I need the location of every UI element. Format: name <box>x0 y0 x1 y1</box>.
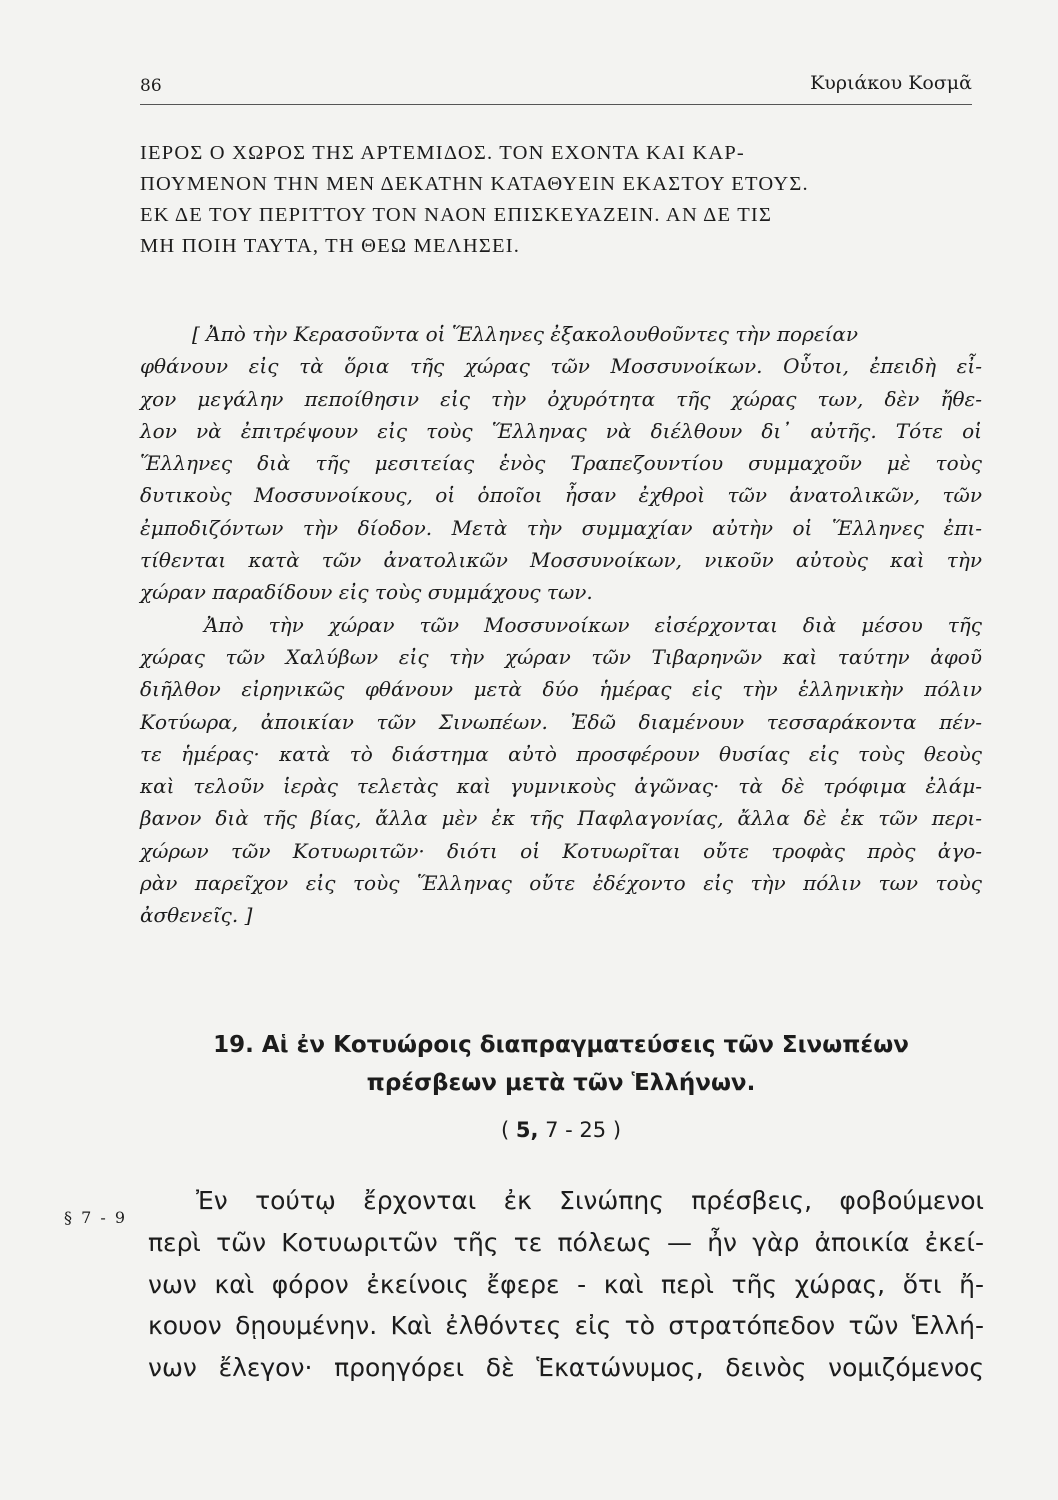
summary-line: λον νὰ ἐπιτρέψουν εἰς τοὺς Ἕλληνας νὰ διέλθουν δι᾽ αὐτῆς. Τότε οἱ <box>140 418 982 443</box>
section-number: 19. <box>213 1032 254 1058</box>
ref-range: 7 - 25 <box>545 1118 607 1142</box>
summary-line: ἀσθενεῖς. ] <box>140 903 253 928</box>
section-title-text: Αἱ ἐν Κοτυώροις διαπραγματεύσεις τῶν Σινωπέων <box>261 1032 909 1058</box>
ref-open-paren: ( <box>500 1118 510 1142</box>
page-number: 86 <box>140 76 162 96</box>
summary-line: χώρων τῶν Κοτυωριτῶν· διότι οἱ Κοτυωρῖται οὔτε τροφὰς πρὸς ἀγο- <box>140 838 982 863</box>
summary-line: χώραν παραδίδουν εἰς τοὺς συμμάχους των. <box>140 580 593 605</box>
summary-line: χον μεγάλην πεποίθησιν εἰς τὴν ὀχυρότητα τῆς χώρας των, δὲν ἤθε- <box>140 386 982 411</box>
summary-line: ρὰν παρεῖχον εἰς τοὺς Ἕλληνας οὔτε ἐδέχοντο εἰς τὴν πόλιν των τοὺς <box>140 871 982 896</box>
section-reference <box>140 1118 982 1142</box>
text-line: κουον δῃουμένην. Καὶ ἐλθόντες εἰς τὸ στρατόπεδον τῶν Ἑλλή- <box>148 1311 984 1341</box>
text-line: Ἐν τούτῳ ἔρχονται ἐκ Σινώπης πρέσβεις, φοβούμενοι <box>196 1186 984 1215</box>
summary-line: Ἀπὸ τὴν χώραν τῶν Μοσσυνοίκων εἰσέρχονται διὰ μέσου τῆς <box>204 612 982 637</box>
ancient-greek-text <box>148 1180 984 1389</box>
summary-line: καὶ τελοῦν ἱερὰς τελετὰς καὶ γυμνικοὺς ἀγῶνας· τὰ δὲ τρόφιμα ἐλάμ- <box>140 774 982 799</box>
inscription-block <box>140 138 980 262</box>
text-line: νων καὶ φόρον ἐκείνοις ἔφερε - καὶ περὶ τῆς χώρας, ὅτι ἤ- <box>148 1269 984 1299</box>
summary-line: Ἕλληνες διὰ τῆς μεσιτείας ἑνὸς Τραπεζουντίου συμμαχοῦν μὲ τοὺς <box>140 451 982 476</box>
running-header <box>140 72 972 102</box>
inscription-line: ΜΗ ΠΟΙΗ ΤΑΥΤΑ, ΤΗ ΘΕΩ ΜΕΛΗΣΕΙ. <box>140 235 521 257</box>
summary-line: χώρας τῶν Χαλύβων εἰς τὴν χώραν τῶν Τιβαρηνῶν καὶ ταύτην ἀφοῦ <box>140 644 982 669</box>
ref-close-paren: ) <box>612 1118 622 1142</box>
section-title-line-1 <box>140 1026 982 1064</box>
inscription-line: ΠΟΥΜΕΝΟΝ ΤΗΝ ΜΕΝ ΔΕΚΑΤΗΝ ΚΑΤΑΘΥΕΙΝ ΕΚΑΣΤΟΥ ΕΤΟΥΣ. <box>140 173 809 195</box>
running-title: Κυριάκου Κοσμᾶ <box>810 72 972 94</box>
summary-line: τίθενται κατὰ τῶν ἀνατολικῶν Μοσσυνοίκων, νικοῦν αὐτοὺς καὶ τὴν <box>140 548 982 573</box>
summary-line: δυτικοὺς Μοσσυνοίκους, οἱ ὁποῖοι ἦσαν ἐχθροὶ τῶν ἀνατολικῶν, τῶν <box>140 483 982 508</box>
summary-line: βανον διὰ τῆς βίας, ἄλλα μὲν ἐκ τῆς Παφλαγονίας, ἄλλα δὲ ἐκ τῶν περι- <box>140 806 982 831</box>
ref-book: 5, <box>515 1118 539 1142</box>
section-title-line-2: πρέσβεων μετὰ τῶν Ἑλλήνων. <box>366 1070 756 1096</box>
margin-note: § 7 - 9 <box>64 1208 128 1227</box>
text-line: περὶ τῶν Κοτυωριτῶν τῆς τε πόλεως — ἦν γὰρ ἀποικία ἐκεί- <box>148 1227 984 1257</box>
inscription-line: ΕΚ ΔΕ ΤΟΥ ΠΕΡΙΤΤΟΥ ΤΟΝ ΝΑΟΝ ΕΠΙΣΚΕΥΑΖΕΙΝ. ΑΝ ΔΕ ΤΙΣ <box>140 204 773 226</box>
summary-line: ἐμποδιζόντων τὴν δίοδον. Μετὰ τὴν συμμαχίαν αὐτὴν οἱ Ἕλληνες ἐπι- <box>140 515 982 540</box>
text-line: νων ἔλεγον· προηγόρει δὲ Ἑκατώνυμος, δεινὸς νομιζόμενος <box>148 1353 984 1383</box>
inscription-line: ΙΕΡΟΣ Ο ΧΩΡΟΣ ΤΗΣ ΑΡΤΕΜΙΔΟΣ. ΤΟΝ ΕΧΟΝΤΑ ΚΑΙ ΚΑΡ- <box>140 142 745 164</box>
summary-line: διῆλθον εἰρηνικῶς φθάνουν μετὰ δύο ἡμέρας εἰς τὴν ἑλληνικὴν πόλιν <box>140 677 982 702</box>
section-heading <box>140 1026 982 1102</box>
summary-line: τε ἡμέρας· κατὰ τὸ διάστημα αὐτὸ προσφέρουν θυσίας εἰς τοὺς θεοὺς <box>140 741 982 766</box>
summary-line: φθάνουν εἰς τὰ ὅρια τῆς χώρας τῶν Μοσσυνοίκων. Οὗτοι, ἐπειδὴ εἶ- <box>140 354 982 379</box>
header-rule <box>140 104 972 105</box>
summary-line: [ Ἀπὸ τὴν Κερασοῦντα οἱ Ἕλληνες ἐξακολουθοῦντες τὴν πορείαν <box>192 322 859 346</box>
summary-line: Κοτύωρα, ἀποικίαν τῶν Σινωπέων. Ἐδῶ διαμένουν τεσσαράκοντα πέν- <box>140 709 982 734</box>
summary-paragraph <box>140 318 982 932</box>
